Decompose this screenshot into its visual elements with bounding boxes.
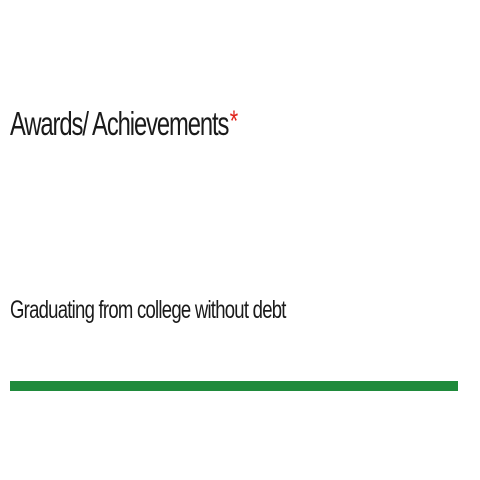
input-focus-underline <box>10 381 458 391</box>
required-asterisk: * <box>229 105 238 138</box>
awards-label-text: Awards/ Achievements <box>10 105 229 142</box>
awards-input[interactable] <box>10 290 458 330</box>
